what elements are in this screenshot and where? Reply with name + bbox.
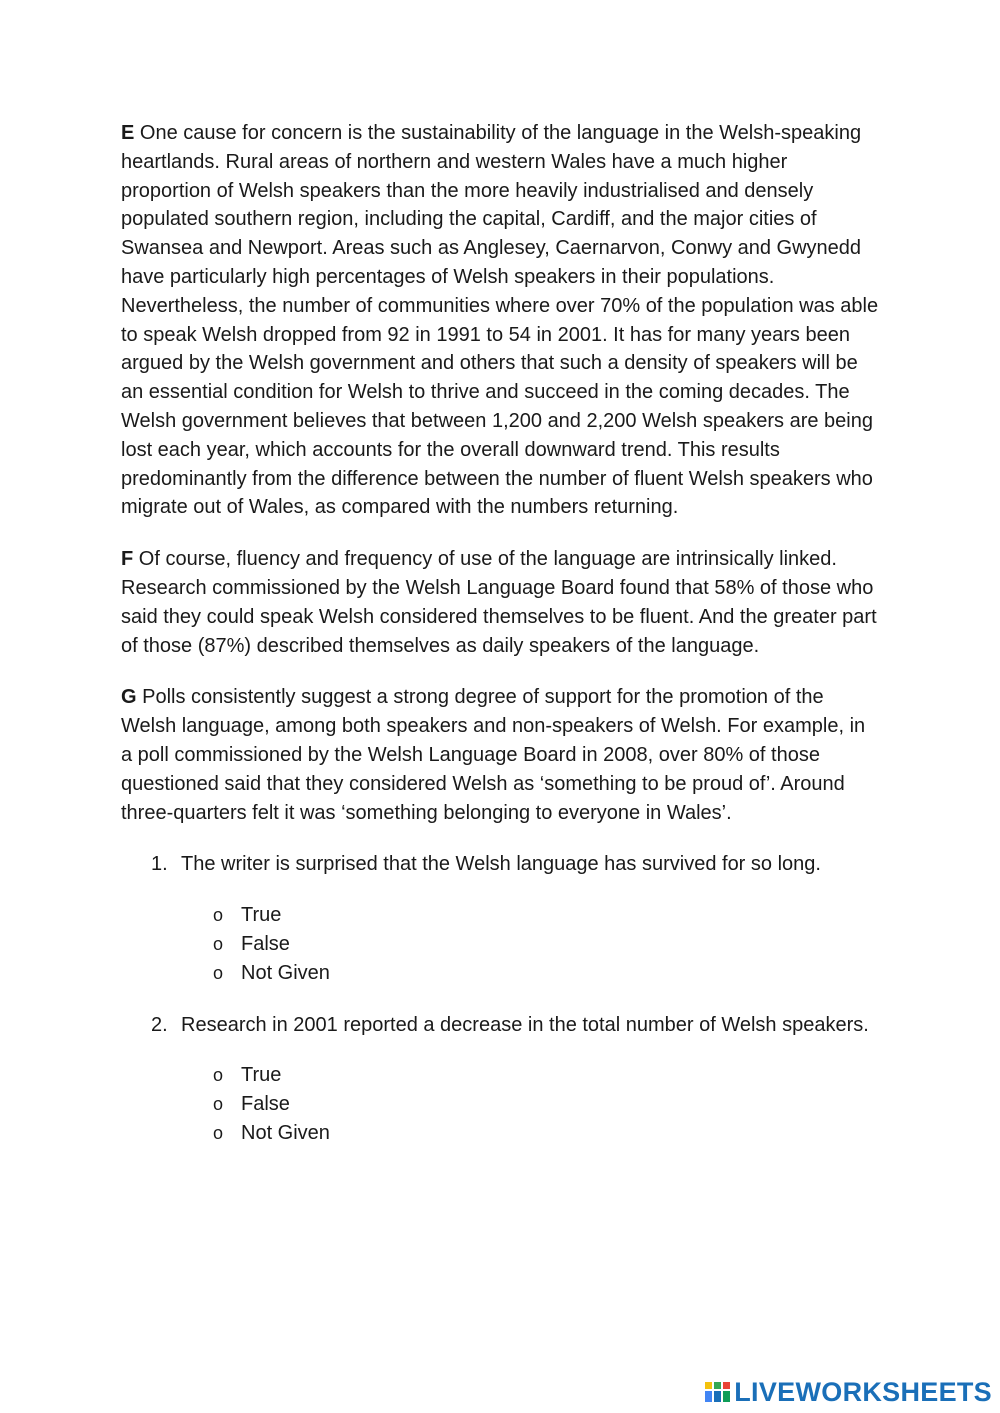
option-label: False (241, 932, 290, 955)
brand-name: LIVEWORKSHEETS (734, 1376, 992, 1407)
question-number: 1. (151, 853, 168, 876)
question-prompt: The writer is surprised that the Welsh language has survived for so long. (181, 853, 821, 876)
question-text (121, 850, 881, 879)
paragraph-letter: F (121, 548, 134, 571)
paragraph-text: Of course, fluency and frequency of use of the language are intrinsically linked. Research commissioned by the Welsh Language Board found that 58% of those who said they could speak Welsh considered themselves to be fluent. And the greater part of those (87%) described themselves as daily speakers of the language. (121, 548, 877, 657)
option-not-given[interactable] (213, 1119, 881, 1148)
liveworksheets-brand (704, 1377, 992, 1407)
option-false[interactable] (213, 930, 881, 959)
option-label: True (241, 1064, 282, 1087)
radio-circle-icon[interactable]: o (213, 1094, 224, 1115)
radio-circle-icon[interactable]: o (213, 962, 224, 983)
paragraph-letter: G (121, 686, 137, 709)
paragraph-g (121, 683, 881, 827)
option-label: Not Given (241, 961, 330, 984)
option-label: Not Given (241, 1121, 330, 1144)
paragraph-letter: E (121, 122, 135, 144)
question-prompt: Research in 2001 reported a decrease in the total number of Welsh speakers. (181, 1013, 869, 1036)
paragraph-text: One cause for concern is the sustainability of the language in the Welsh-speaking heartlands. Rural areas of northern and western Wales have a much higher proportion of Welsh speakers than the more heavily industrialised and densely populated southern region, including the capital, Cardiff, and the major cities of Swansea and Newport. Areas such as Anglesey, Caernarvon, Conwy and Gwynedd have particularly high percentages of Welsh speakers in their populations. Nevertheless, the number of communities where over 70% of the population was able to speak Welsh dropped from 92 in 1991 to 54 in 2001. It has for many years been argued by the Welsh government and others that such a density of speakers will be an essential condition for Welsh to thrive and succeed in the coming decades. The Welsh government believes that between 1,200 and 2,200 Welsh speakers are being lost each year, which accounts for the overall downward trend. This results predominantly from the difference between the number of fluent Welsh speakers who migrate out of Wales, as compared with the numbers returning. (121, 122, 879, 519)
answer-options (121, 901, 881, 987)
option-label: False (241, 1093, 290, 1116)
radio-circle-icon[interactable]: o (213, 905, 224, 926)
paragraph-f (121, 545, 881, 660)
question-1 (121, 850, 881, 987)
question-2 (121, 1011, 881, 1148)
question-number: 2. (151, 1013, 168, 1036)
worksheet-page (121, 119, 881, 1171)
question-text (121, 1011, 881, 1040)
paragraph-text: Polls consistently suggest a strong degree of support for the promotion of the Welsh language, among both speakers and non-speakers of Welsh. For example, in a poll commissioned by the Welsh Language Board in 2008, over 80% of those questioned said that they considered Welsh as ‘something to be proud of’. Around three-quarters felt it was ‘something belonging to everyone in Wales’. (121, 686, 866, 824)
answer-options (121, 1061, 881, 1147)
option-true[interactable] (213, 901, 881, 930)
radio-circle-icon[interactable]: o (213, 1065, 224, 1086)
liveworksheets-logo-icon (704, 1380, 732, 1404)
option-label: True (241, 904, 282, 927)
option-false[interactable] (213, 1090, 881, 1119)
radio-circle-icon[interactable]: o (213, 1122, 224, 1143)
radio-circle-icon[interactable]: o (213, 933, 224, 954)
option-not-given[interactable] (213, 959, 881, 988)
paragraph-e (121, 119, 881, 522)
option-true[interactable] (213, 1061, 881, 1090)
